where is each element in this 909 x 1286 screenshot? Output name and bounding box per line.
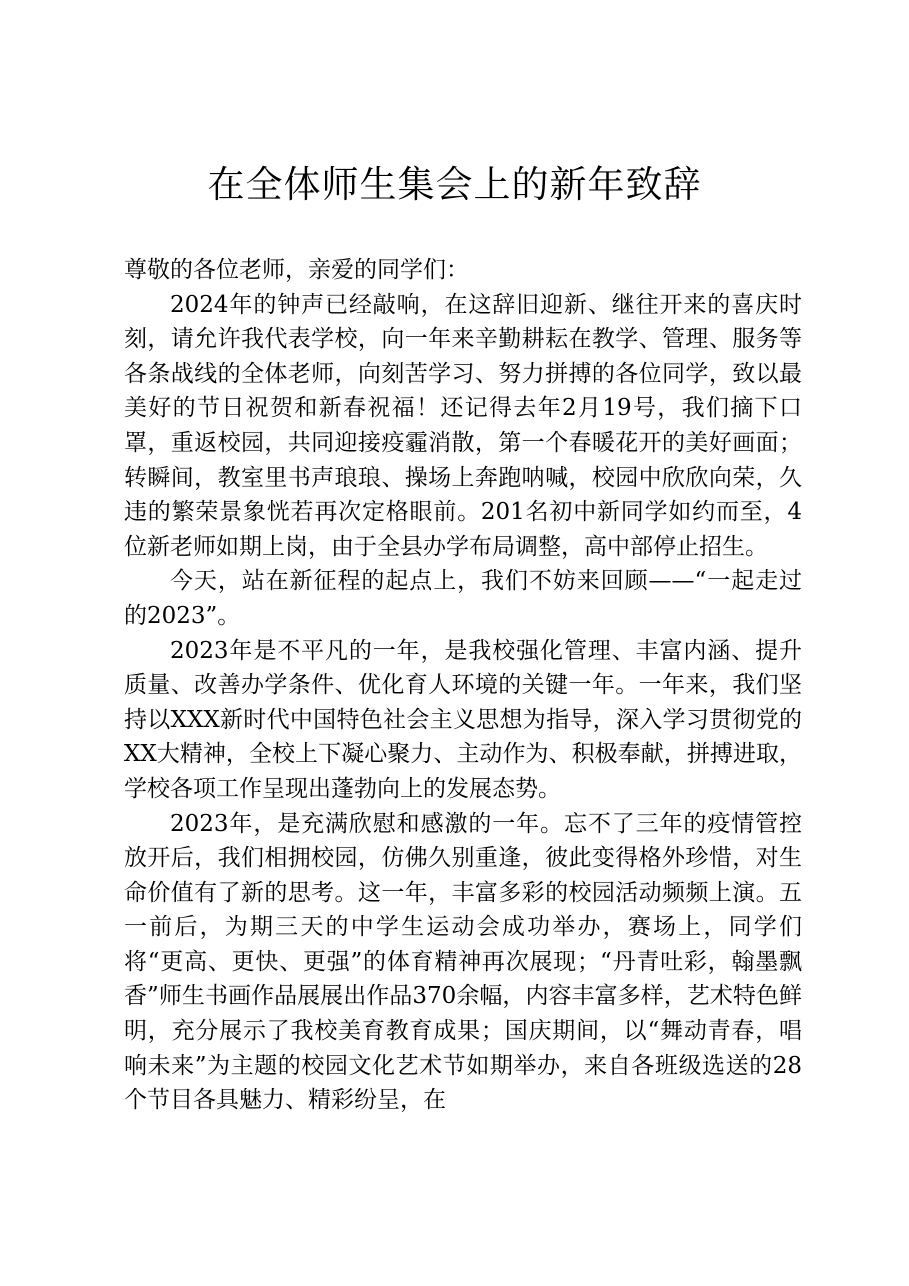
paragraph: 2023年是不平凡的一年，是我校强化管理、丰富内涵、提升质量、改善办学条件、优化育人环境的关键一年。一年来，我们坚持以XXX新时代中国特色社会主义思想为指导，深入学习贯彻党的XX大精神，全校上下凝心聚力、主动作为、积极奉献，拼搏进取，学校各项工作呈现出蓬勃向上的发展态势。 (124, 637, 802, 802)
document-body (124, 253, 802, 1118)
document-title: 在全体师生集会上的新年致辞 (207, 163, 702, 206)
paragraph: 2024年的钟声已经敲响，在这辞旧迎新、继往开来的喜庆时刻，请允许我代表学校，向一年来辛勤耕耘在教学、管理、服务等各条战线的全体老师，向刻苦学习、努力拼搏的各位同学，致以最美好的节日祝贺和新春祝福！还记得去年2月19号，我们摘下口罩，重返校园，共同迎接疫霾消散，第一个春暖花开的美好画面；转瞬间，教室里书声琅琅、操场上奔跑呐喊，校园中欣欣向荣，久违的繁荣景象恍若再次定格眼前。201名初中新同学如约而至，4位新老师如期上岗，由于全县办学布局调整，高中部停止招生。 (124, 291, 802, 560)
salutation: 尊敬的各位老师，亲爱的同学们： (124, 257, 469, 283)
paragraph: 今天，站在新征程的起点上，我们不妨来回顾——“一起走过的2023”。 (124, 568, 802, 629)
paragraph: 2023年，是充满欣慰和感激的一年。忘不了三年的疫情管控放开后，我们相拥校园，仿佛久别重逢，彼此变得格外珍惜，对生命价值有了新的思考。这一年，丰富多彩的校园活动频频上演。五一前后，为期三天的中学生运动会成功举办，赛场上，同学们将“更高、更快、更强”的体育精神再次展现；“丹青吐彩，翰墨飘香”师生书画作品展展出作品370余幅，内容丰富多样，艺术特色鲜明，充分展示了我校美育教育成果；国庆期间，以“舞动青春，唱响未来”为主题的校园文化艺术节如期举办，来自各班级选送的28个节目各具魅力、精彩纷呈，在 (124, 810, 802, 1114)
